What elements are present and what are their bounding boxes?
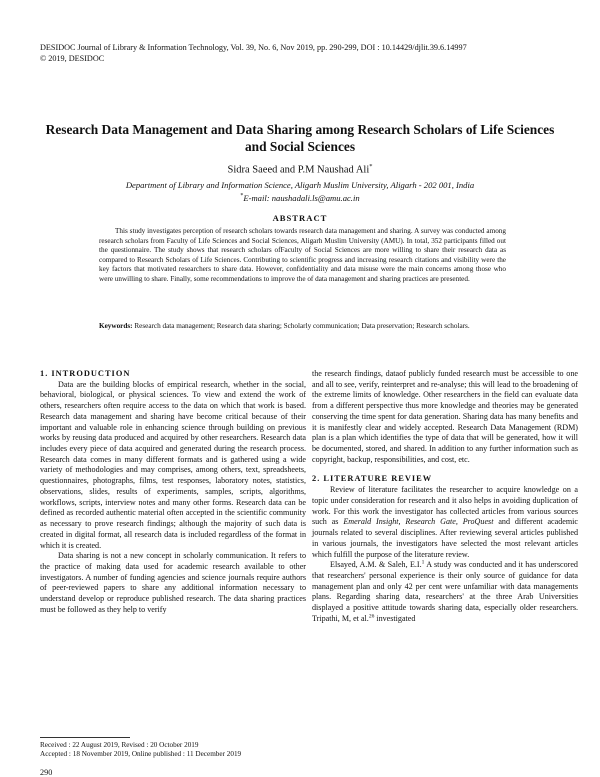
left-column — [40, 369, 306, 616]
journal-header — [40, 42, 467, 64]
dates-received-revised: Received : 22 August 2019, Revised : 20 October 2019 — [40, 741, 199, 749]
right-column — [312, 369, 578, 625]
section-heading-literature-review: 2. LITERATURE REVIEW — [312, 474, 433, 484]
lit-p1-sources: Emerald Insight, Research Gate, ProQuest — [343, 517, 494, 527]
lit-p2-ref-1: 1 — [421, 559, 425, 566]
footnote-rule — [40, 737, 130, 738]
lit-p1-text-b: and different academic journals related to several disciplines. After reviewing several articles published in various journals, the investigators have selected the most relevant articles which fulfill the purpose of the literature review. — [312, 517, 578, 559]
lit-paragraph-1 — [312, 485, 578, 560]
publication-dates — [40, 741, 241, 759]
lit-p2-ref-26: 26 — [368, 613, 375, 620]
lit-p2-text-a: Elsayed, A.M. & Saleh, E.I. — [330, 560, 422, 570]
email-mark: * — [240, 193, 244, 200]
lit-paragraph-2 — [312, 560, 578, 624]
keywords-list: Research data management; Research data sharing; Scholarly communication; Data preservation; Research scholars. — [134, 322, 470, 330]
affiliation: Department of Library and Information Science, Aligarh Muslim University, Aligarh - 202 001, India — [125, 180, 475, 190]
intro-paragraph-2: Data sharing is not a new concept in scholarly communication. It refers to the practice of making data used for academic research available to other investigators. A number of funding agencies and science journals require authors of peer-reviewed papers to share any additional information necessary to understand develop or reproduce published research. The data sharing practices must be followed as they help to verify — [40, 551, 306, 614]
abstract-text: This study investigates perception of research scholars towards research data management and sharing. A survey was conducted among research scholars from Faculty of Life Sciences and Social Sciences, Aligarh Muslim University (AMU). In total, 352 participants filled out the questionnaire. The study shows that research scholars ofFaculty of Social Sciences are more willing to share their research data as compared to Research Scholars of Life Sciences. Contributing to scientific progress and increasing research citations and visibility were the key factors that motivated researchers to share data. However, confidentiality and data misuse were the main concerns among those who were unwilling to share. Finally, some recommendations to improve the of data management and sharing practices are presented. — [99, 227, 506, 283]
email-line — [40, 193, 560, 203]
author-mark: * — [369, 163, 373, 170]
intro-paragraph-2-continued: the research findings, dataof publicly funded research must be accessible to one and all to see, verify, reinterpret and re-analyse; this will lead to the broadening of the extreme limits of knowledge. Other researchers in the field can evaluate data from a different perspective thus more knowledge and theories may be generated conserving the time spent for data generation. Sharing data has many benefits and it is manifestly clear and widely accepted. Research Data Management (RDM) plan is a plan which identifies the type of data that will be generated, how it will be documented, stored, and shared. In addition to any further information such as copyright, backup, responsibilities, and cost, etc. — [312, 369, 578, 464]
abstract-heading: ABSTRACT — [272, 213, 328, 223]
keywords-label: Keywords: — [99, 322, 133, 330]
dates-accepted-published: Accepted : 18 November 2019, Online published : 11 December 2019 — [40, 750, 242, 758]
keywords — [99, 322, 506, 332]
section-heading-introduction: 1. INTRODUCTION — [40, 369, 131, 378]
journal-citation-line: DESIDOC Journal of Library & Information Technology, Vol. 39, No. 6, Nov 2019, pp. 290-299, DOI : 10.14429/djlit.39.6.14997 — [40, 43, 467, 52]
email: E-mail: naushadali.ls@amu.ac.in — [243, 193, 360, 203]
lit-p1-text-a: Review of literature facilitates the researcher to acquire knowledge on a topic under consideration for research and it also helps in avoiding duplication of work. For this work the investigator has collected articles from various sources such as — [312, 485, 578, 527]
intro-paragraph-1: Data are the building blocks of empirical research, whether in the social, behavioral, biological, or physical sciences. To view and extend the work of others, researchers often require access to the data on which that work is based. Research data management and sharing have become critical because of their important and valuable role in enhancing science through building on previous works by reusing data produced and acquired by other researchers. Research data includes every piece of data acquired and generated during the research process. Research data comes in many different formats and is gathered using a wide variety of methodologies and may comprises, among others, text, spreadsheets, questionnaires, photographs, films, test responses, laboratory notes, statistics, observations, slides, results of experiments, samples, scripts, algorithms, workflows, scripts, interview notes and many other forms. Research data can be defined as recorded authentic material often accepted in the scientific community as necessary to prove research findings; although the majority of such data is created in digital format, all research data is included regardless of the format in which it is created. — [40, 379, 306, 550]
copyright-line: © 2019, DESIDOC — [40, 54, 105, 63]
paper-title: Research Data Management and Data Sharing among Research Scholars of Life Sciences and Social Sciences — [45, 122, 555, 154]
author-line — [40, 163, 560, 176]
lit-p2-text-c: investigated — [374, 613, 416, 623]
page-number: 290 — [40, 768, 53, 777]
authors: Sidra Saeed and P.M Naushad Ali — [227, 164, 370, 176]
lit-p2-text-b: A study was conducted and it has underscored that researchers' personal experience is their only source of guidance for data management plan and only 42 per cent were unfamiliar with data managements plans. Regarding sharing data, researchers' at the three Arab Universities displayed a positive attitude towards sharing data, especially older researchers. Tripathi, M, et al. — [312, 560, 578, 623]
